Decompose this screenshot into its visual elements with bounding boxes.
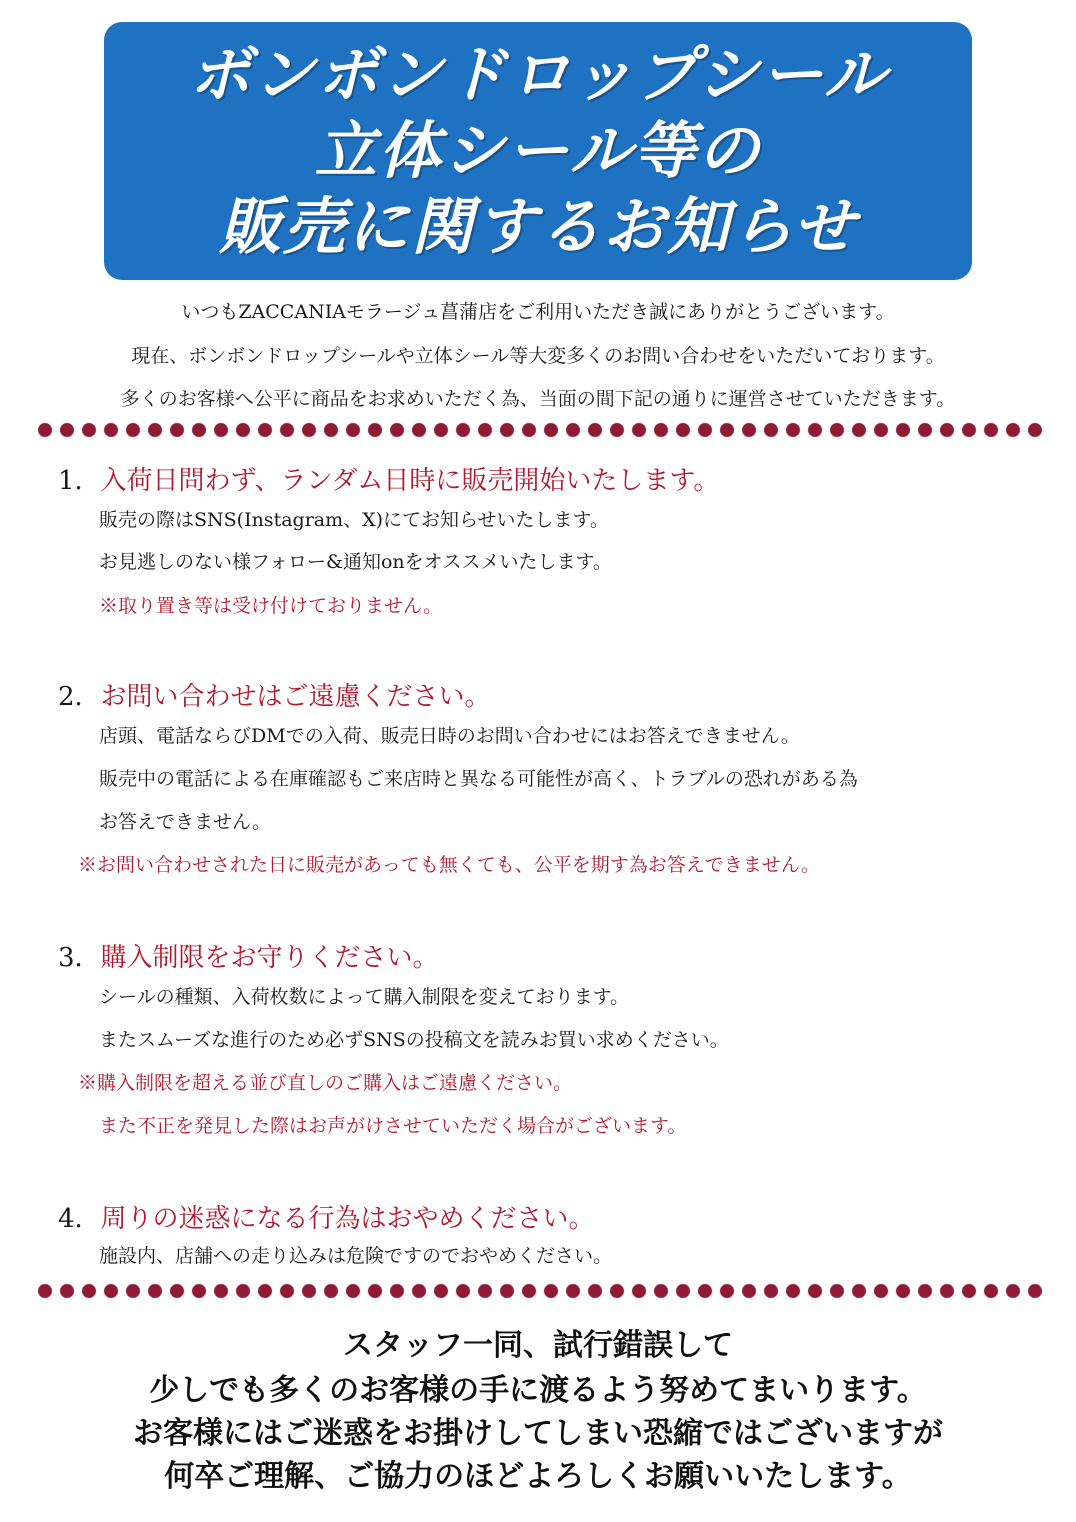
title-line-3: 販売に関するお知らせ bbox=[218, 190, 858, 263]
dot-divider-bottom bbox=[34, 1282, 1046, 1300]
title-line-2: 立体シール等の bbox=[314, 114, 762, 187]
section-1-note-1: ※取り置き等は受け付けておりません。 bbox=[99, 595, 443, 617]
intro-line-1: いつもZACCANIAモラージュ菖蒲店をご利用いただき誠にありがとうございます。 bbox=[181, 301, 895, 323]
section-3-line-2: またスムーズな進行のため必ずSNSの投稿文を読みお買い求めください。 bbox=[99, 1029, 729, 1051]
section-2-line-3: お答えできません。 bbox=[99, 811, 272, 833]
section-3-heading: 購入制限をお守りください。 bbox=[100, 943, 439, 973]
section-4-number: 4． bbox=[58, 1204, 101, 1234]
title-banner bbox=[104, 22, 972, 280]
intro-line-3: 多くのお客様へ公平に商品をお求めいただく為、当面の間下記の通りに運営させていただきます。 bbox=[120, 388, 956, 410]
section-4-heading: 周りの迷惑になる行為はおやめください。 bbox=[100, 1204, 595, 1234]
section-3-title bbox=[58, 937, 439, 974]
intro-line-2: 現在、ボンボンドロップシールや立体シール等大変多くのお問い合わせをいただいております。 bbox=[131, 345, 945, 367]
section-1-heading: 入荷日問わず、ランダム日時に販売開始いたします。 bbox=[100, 466, 720, 496]
closing-line-1: スタッフ一同、試行錯誤して bbox=[343, 1328, 733, 1363]
section-2-note-1: ※お問い合わせされた日に販売があっても無くても、公平を期す為お答えできません。 bbox=[78, 854, 820, 876]
section-4-line-1: 施設内、店舗への走り込みは危険ですのでおやめください。 bbox=[99, 1245, 613, 1267]
section-2-heading: お問い合わせはご遠慮ください。 bbox=[100, 682, 491, 712]
section-2-line-2: 販売中の電話による在庫確認もご来店時と異なる可能性が高く、トラブルの恐れがある為 bbox=[99, 768, 858, 790]
section-1-line-2: お見逃しのない様フォロー&通知onをオススメいたします。 bbox=[99, 551, 612, 573]
section-1-number: 1． bbox=[58, 466, 101, 496]
section-2-line-1: 店頭、電話ならびDMでの入荷、販売日時のお問い合わせにはお答えできません。 bbox=[99, 725, 800, 747]
section-2-title bbox=[58, 676, 491, 713]
closing-line-4: 何卒ご理解、ご協力のほどよろしくお願いいたします。 bbox=[164, 1459, 912, 1494]
section-3-line-1: シールの種類、入荷枚数によって購入制限を変えております。 bbox=[99, 986, 630, 1008]
closing-line-3: お客様にはご迷惑をお掛けしてしまい恐縮ではございますが bbox=[133, 1416, 943, 1451]
section-3-note-1: ※購入制限を超える並び直しのご購入はご遠慮ください。 bbox=[78, 1072, 573, 1094]
dot-divider-top bbox=[34, 421, 1046, 439]
section-4-title bbox=[58, 1198, 595, 1235]
section-3-note-2: また不正を発見した際はお声がけさせていただく場合がございます。 bbox=[99, 1115, 687, 1137]
section-2-number: 2． bbox=[58, 682, 101, 712]
section-1-title bbox=[58, 460, 719, 497]
title-line-1: ボンボンドロップシール bbox=[188, 38, 888, 111]
section-1-line-1: 販売の際はSNS(Instagram、X)にてお知らせいたします。 bbox=[99, 509, 609, 531]
section-3-number: 3． bbox=[58, 943, 101, 973]
closing-line-2: 少しでも多くのお客様の手に渡るよう努めてまいります。 bbox=[149, 1373, 927, 1408]
